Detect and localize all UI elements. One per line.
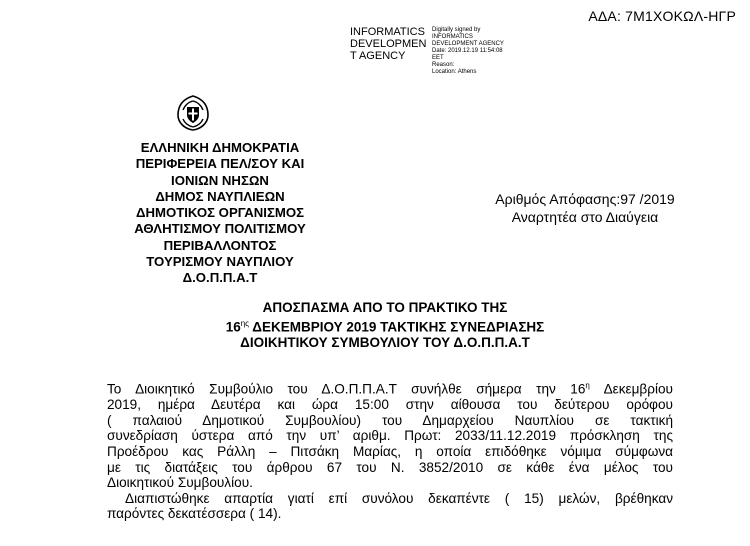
org-line: ΙΟΝΙΩΝ ΝΗΣΩΝ bbox=[171, 172, 269, 188]
excerpt-title bbox=[90, 300, 680, 350]
excerpt-date-rest: ΔΕΚΕΜΒΡΙΟΥ 2019 ΤΑΚΤΙΚΗΣ ΣΥΝΕΔΡΙΑΣΗΣ bbox=[249, 319, 545, 334]
org-line: ΔΗΜΟΣ ΝΑΥΠΛΙΕΩΝ bbox=[155, 188, 285, 204]
body-first-line-b: Δεκεμβρίου bbox=[589, 381, 673, 397]
body-line: Διαπιστώθηκε απαρτία γιατί επί συνόλου δεκαπέντε ( 15) μελών, βρέθηκαν bbox=[125, 490, 673, 506]
body-first-line-a: Το Διοικητικό Συμβούλιο του Δ.Ο.Π.Π.Α.Τ συνήλθε σήμερα την 16 bbox=[107, 381, 586, 397]
excerpt-date-line bbox=[90, 316, 680, 335]
greek-coat-of-arms-icon bbox=[175, 95, 211, 131]
posting-note: Αναρτητέα στο Διαύγεια bbox=[511, 209, 659, 225]
body-line bbox=[107, 378, 673, 397]
signature-org-line: DEVELOPMEN bbox=[350, 38, 427, 50]
org-line: ΠΕΡΙΒΑΛΛΟΝΤΟΣ bbox=[163, 237, 277, 253]
decision-number bbox=[470, 190, 700, 208]
excerpt-line: ΔΙΟΙΚΗΤΙΚΟΥ ΣΥΜΒΟΥΛΙΟΥ ΤΟΥ Δ.Ο.Π.Π.Α.Τ bbox=[240, 334, 530, 350]
excerpt-day-suffix: ης bbox=[240, 318, 250, 328]
signature-detail-line: Reason: bbox=[432, 62, 455, 68]
digital-signature-details bbox=[432, 27, 522, 76]
minutes-body bbox=[107, 378, 673, 522]
decision-number-label: Αριθμός Απόφασης: bbox=[495, 191, 621, 207]
signature-detail-line: EET bbox=[432, 55, 444, 61]
body-line: ( παλαιού Δημοτικού Συμβουλίου) του Δημαρχείου Ναυπλίου σε τακτική bbox=[107, 412, 673, 428]
body-line: συνεδρίαση ύστερα από την υπ’ αριθμ. Πρωτ: 2033/11.12.2019 πρόσκληση της bbox=[107, 428, 673, 444]
body-line: Προέδρου κας Ράλλη – Πιτσάκη Μαρίας, η οποία επιδόθηκε νόμιμα σύμφωνα bbox=[107, 443, 673, 459]
org-line: ΤΟΥΡΙΣΜΟΥ ΝΑΥΠΛΙΟΥ bbox=[146, 254, 294, 270]
excerpt-day: 16 bbox=[225, 319, 241, 334]
signature-org-line: INFORMATICS bbox=[350, 26, 425, 38]
signature-detail-line: Date: 2019.12.19 11:54:08 bbox=[432, 48, 503, 54]
signature-detail-line: DEVELOPMENT AGENCY bbox=[432, 41, 504, 47]
org-line: ΠΕΡΙΦΕΡΕΙΑ ΠΕΛ/ΣΟΥ ΚΑΙ bbox=[135, 156, 305, 172]
decision-number-value: 97 /2019 bbox=[620, 191, 675, 207]
excerpt-line: ΑΠΟΣΠΑΣΜΑ ΑΠΟ ΤΟ ΠΡΑΚΤΙΚΟ ΤΗΣ bbox=[262, 300, 508, 315]
signature-detail-line: Digitally signed by bbox=[432, 27, 481, 33]
signature-org-line: T AGENCY bbox=[350, 50, 406, 62]
decision-info bbox=[470, 190, 700, 226]
issuing-organization bbox=[70, 140, 370, 287]
body-line: με τις διατάξεις του άρθρου 67 του Ν. 3852/2010 σε κάθε ένα μέλος του bbox=[107, 459, 673, 475]
org-line: ΔΗΜΟΤΙΚΟΣ ΟΡΓΑΝΙΣΜΟΣ bbox=[135, 205, 305, 221]
org-line: Δ.Ο.Π.Π.Α.Τ bbox=[182, 270, 258, 286]
digital-signature-org bbox=[350, 26, 427, 62]
signature-detail-line: Location: Athens bbox=[432, 69, 477, 75]
ada-code: ΑΔΑ: 7Μ1ΧΟΚΩΛ-ΗΓΡ bbox=[588, 8, 736, 24]
body-line: παρόντες δεκατέσσερα ( 14). bbox=[107, 506, 282, 522]
body-line: Διοικητικού Συμβουλίου. bbox=[107, 475, 253, 491]
org-line: ΑΘΛΗΤΙΣΜΟΥ ΠΟΛΙΤΙΣΜΟΥ bbox=[134, 221, 306, 237]
org-line: ΕΛΛΗΝΙΚΗ ΔΗΜΟΚΡΑΤΙΑ bbox=[140, 140, 300, 155]
body-line: 2019, ημέρα Δευτέρα και ώρα 15:00 στην αίθουσα του δεύτερου ορόφου bbox=[107, 397, 673, 413]
signature-detail-line: INFORMATICS bbox=[432, 34, 473, 40]
body-day-suffix: η bbox=[585, 381, 590, 390]
